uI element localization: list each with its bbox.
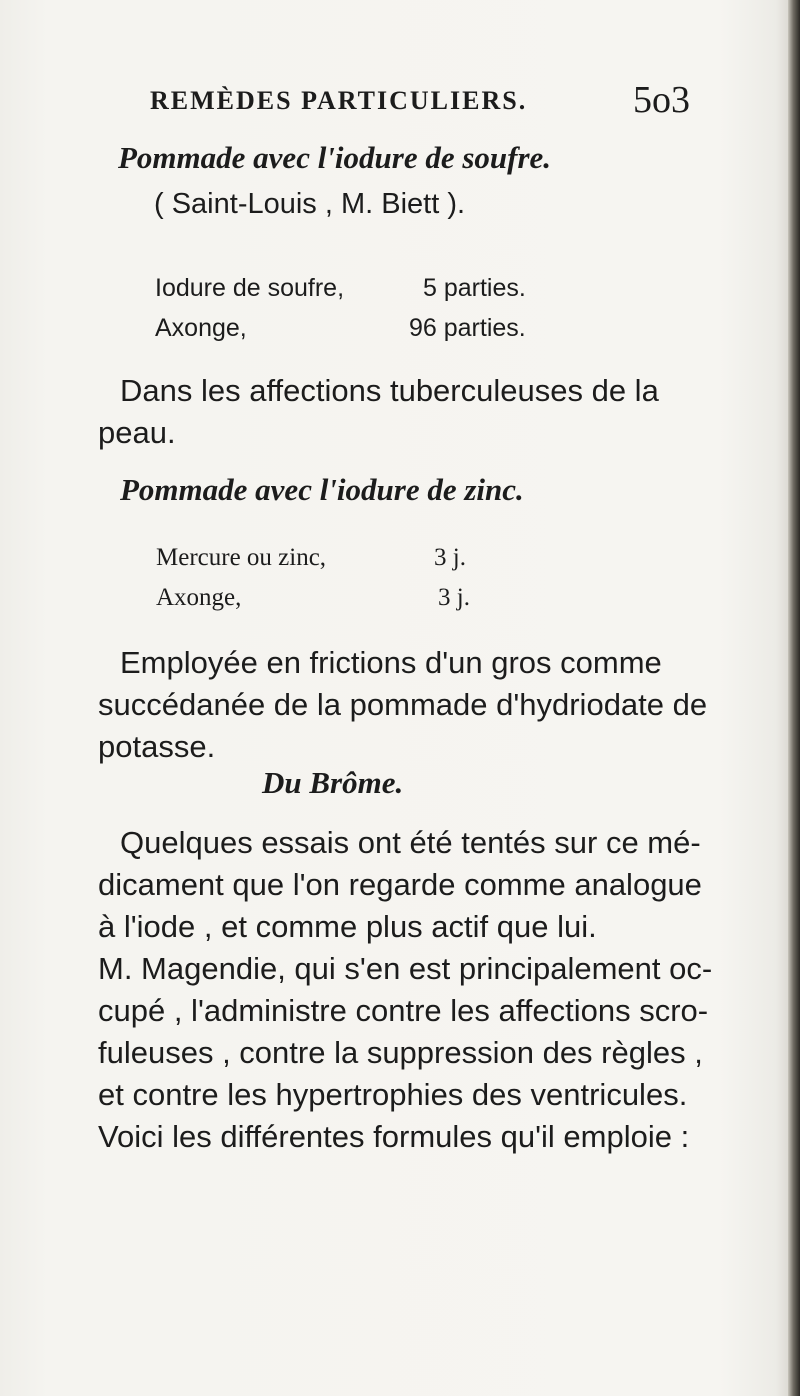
paragraph-line: Voici les différentes formules qu'il emploie : [98,1119,690,1154]
ingredient-name: Axonge, [156,584,242,611]
recipe-row [155,308,575,348]
section-subtitle-source: ( Saint-Louis , M. Biett ). [154,188,466,220]
section-title-brome: Du Brôme. [262,765,404,800]
ingredient-quantity: 96 parties. [409,314,526,342]
paragraph-line: dicament que l'on regarde comme analogue [98,867,702,902]
recipe-row [156,578,556,618]
paragraph-line: M. Magendie, qui s'en est principalement oc- [98,951,713,986]
recipe-iodure-soufre [155,268,575,348]
ingredient-name: Axonge, [155,314,247,342]
ingredient-name: Iodure de soufre, [155,274,345,302]
paragraph-line: cupé , l'administre contre les affections scro- [98,993,709,1028]
page-edge [788,0,800,1396]
ingredient-quantity: 3 j. [438,584,470,611]
ingredient-name: Mercure ou zinc, [156,544,327,571]
page-number: 5o3 [633,79,690,121]
body-paragraph-brome [98,822,718,1158]
paragraph-line: à l'iode , et comme plus actif que lui. [98,909,597,944]
recipe-row [155,268,575,308]
ingredient-quantity: 3 j. [434,544,466,571]
usage-paragraph-2 [98,642,718,768]
section-title-iodure-zinc: Pommade avec l'iodure de zinc. [120,472,524,507]
paragraph-line: Quelques essais ont été tentés sur ce mé- [120,825,701,860]
page-header [150,78,690,121]
paragraph-line: et contre les hypertrophies des ventricules. [98,1077,688,1112]
paragraph-line: Dans les affections tuberculeuses de la [120,373,659,408]
paragraph-line: potasse. [98,729,216,764]
running-head: REMÈDES PARTICULIERS. [150,86,528,115]
paragraph-line: Employée en frictions d'un gros comme [120,645,662,680]
section-title-iodure-soufre: Pommade avec l'iodure de soufre. [118,140,552,175]
paragraph-line: fuleuses , contre la suppression des règles , [98,1035,703,1070]
paragraph-line: peau. [98,415,176,450]
paragraph-line: succédanée de la pommade d'hydriodate de [98,687,708,722]
recipe-row [156,538,556,578]
ingredient-quantity: 5 parties. [423,274,526,302]
usage-paragraph-1 [98,370,698,454]
recipe-iodure-zinc [156,538,556,618]
